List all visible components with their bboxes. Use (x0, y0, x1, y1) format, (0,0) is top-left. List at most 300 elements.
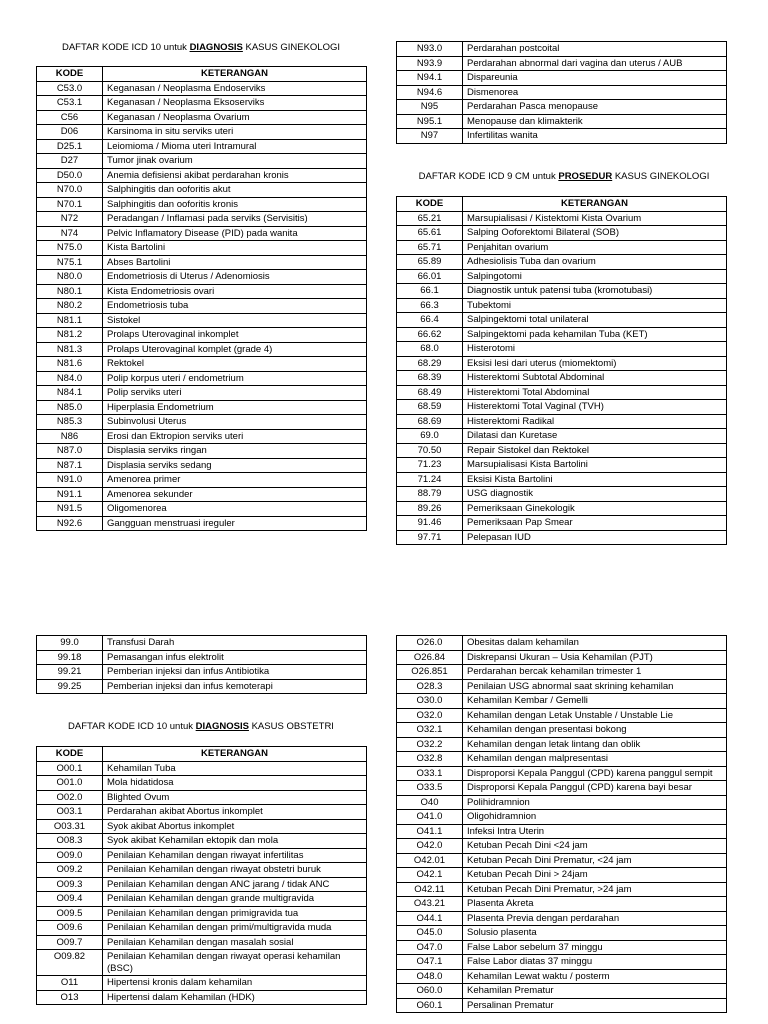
table-row (37, 790, 367, 805)
description-cell: Displasia serviks ringan (103, 444, 367, 459)
code-cell: N80.1 (37, 284, 103, 299)
table-row (37, 906, 367, 921)
code-cell: O44.1 (397, 911, 463, 926)
description-cell: False Labor sebelum 37 minggu (463, 940, 727, 955)
code-cell: 99.25 (37, 679, 103, 694)
table-row (37, 487, 367, 502)
code-cell: N95.1 (397, 114, 463, 129)
code-cell: 99.0 (37, 636, 103, 651)
heading-suffix: KASUS GINEKOLOGI (612, 171, 710, 182)
code-cell: D27 (37, 154, 103, 169)
code-cell: O09.6 (37, 921, 103, 936)
header-keterangan: KETERANGAN (103, 747, 367, 762)
description-cell: Perdarahan postcoital (463, 42, 727, 57)
code-cell: D06 (37, 125, 103, 140)
code-cell: 69.0 (397, 429, 463, 444)
code-cell: O42.0 (397, 839, 463, 854)
obstetric-diagnosis-continued-table (396, 635, 727, 1013)
code-cell: O26.84 (397, 650, 463, 665)
code-cell: 66.4 (397, 313, 463, 328)
code-cell: D25.1 (37, 139, 103, 154)
table-row (37, 921, 367, 936)
description-cell: Penilaian Kehamilan dengan grande multigravida (103, 892, 367, 907)
description-cell: Kehamilan dengan malpresentasi (463, 752, 727, 767)
code-cell: N91.0 (37, 473, 103, 488)
code-cell: O47.0 (397, 940, 463, 955)
description-cell: Infertilitas wanita (463, 129, 727, 144)
code-cell: N74 (37, 226, 103, 241)
table-row (397, 429, 727, 444)
code-cell: O32.8 (397, 752, 463, 767)
description-cell: Kehamilan Tuba (103, 761, 367, 776)
table-row (37, 371, 367, 386)
table-row (37, 848, 367, 863)
description-cell: Obesitas dalam kehamilan (463, 636, 727, 651)
gyn-procedure-heading (396, 171, 732, 183)
table-row (37, 96, 367, 111)
table-row (37, 139, 367, 154)
description-cell: Dispareunia (463, 71, 727, 86)
description-cell: Salping Ooforektomi Bilateral (SOB) (463, 226, 727, 241)
table-row (397, 129, 727, 144)
gyn-diagnosis-table (36, 66, 367, 531)
table-row (37, 226, 367, 241)
code-cell: 68.29 (397, 356, 463, 371)
description-cell: Salphingitis dan ooforitis akut (103, 183, 367, 198)
description-cell: Perdarahan bercak kehamilan trimester 1 (463, 665, 727, 680)
table-row (37, 313, 367, 328)
table-row (397, 487, 727, 502)
description-cell: Gangguan menstruasi ireguler (103, 516, 367, 531)
table-row (37, 805, 367, 820)
table-row (37, 892, 367, 907)
table-row (397, 650, 727, 665)
code-cell: N94.6 (397, 85, 463, 100)
description-cell: Leiomioma / Mioma uteri Intramural (103, 139, 367, 154)
code-cell: O01.0 (37, 776, 103, 791)
table-header-row (37, 67, 367, 82)
description-cell: Perdarahan abnormal dari vagina dan uterus / AUB (463, 56, 727, 71)
description-cell: Kehamilan Kembar / Gemelli (463, 694, 727, 709)
table-row (37, 255, 367, 270)
code-cell: O03.31 (37, 819, 103, 834)
table-row (37, 284, 367, 299)
heading-prefix: DAFTAR KODE ICD 9 CM untuk (418, 171, 559, 182)
heading-keyword: DIAGNOSIS (195, 721, 249, 732)
description-cell: Anemia defisiensi akibat perdarahan kronis (103, 168, 367, 183)
code-cell: O33.1 (397, 766, 463, 781)
description-cell: Repair Sistokel dan Rektokel (463, 443, 727, 458)
description-cell: Solusio plasenta (463, 926, 727, 941)
description-cell: Penjahitan ovarium (463, 240, 727, 255)
table-row (397, 926, 727, 941)
description-cell: Menopause dan klimakterik (463, 114, 727, 129)
code-cell: N75.1 (37, 255, 103, 270)
description-cell: Amenorea primer (103, 473, 367, 488)
code-cell: N87.0 (37, 444, 103, 459)
code-cell: 65.89 (397, 255, 463, 270)
code-cell: N93.0 (397, 42, 463, 57)
code-cell: 99.21 (37, 665, 103, 680)
table-row (37, 819, 367, 834)
description-cell: Peradangan / Inflamasi pada serviks (Servisitis) (103, 212, 367, 227)
description-cell: Penilaian USG abnormal saat skrining kehamilan (463, 679, 727, 694)
code-cell: O13 (37, 990, 103, 1005)
description-cell: Salpingektomi pada kehamilan Tuba (KET) (463, 327, 727, 342)
table-row (397, 100, 727, 115)
table-row (397, 211, 727, 226)
description-cell: Prolaps Uterovaginal inkomplet (103, 328, 367, 343)
description-cell: Subinvolusi Uterus (103, 415, 367, 430)
code-cell: 97.71 (397, 530, 463, 545)
header-kode: KODE (397, 197, 463, 212)
table-row (397, 313, 727, 328)
table-row (397, 530, 727, 545)
table-row (37, 299, 367, 314)
header-kode: KODE (37, 67, 103, 82)
description-cell: Kista Bartolini (103, 241, 367, 256)
code-cell: N93.9 (397, 56, 463, 71)
table-row (37, 429, 367, 444)
code-cell: 65.21 (397, 211, 463, 226)
code-cell: N87.1 (37, 458, 103, 473)
description-cell: Blighted Ovum (103, 790, 367, 805)
code-cell: D50.0 (37, 168, 103, 183)
description-cell: Displasia serviks sedang (103, 458, 367, 473)
description-cell: Keganasan / Neoplasma Ovarium (103, 110, 367, 125)
code-cell: 68.39 (397, 371, 463, 386)
heading-suffix: KASUS OBSTETRI (248, 721, 334, 732)
description-cell: Keganasan / Neoplasma Endoserviks (103, 81, 367, 96)
code-cell: N72 (37, 212, 103, 227)
table-row (397, 269, 727, 284)
table-row (397, 665, 727, 680)
description-cell: Salphingitis dan ooforitis kronis (103, 197, 367, 212)
table-row (397, 810, 727, 825)
table-row (37, 650, 367, 665)
description-cell: Ketuban Pecah Dini Prematur, <24 jam (463, 853, 727, 868)
description-cell: Perdarahan Pasca menopause (463, 100, 727, 115)
code-cell: 66.3 (397, 298, 463, 313)
description-cell: Penilaian Kehamilan dengan riwayat operasi kehamilan (BSC) (103, 950, 367, 976)
table-header-row (37, 747, 367, 762)
table-row (37, 877, 367, 892)
description-cell: Pelepasan IUD (463, 530, 727, 545)
code-cell: 68.69 (397, 414, 463, 429)
table-row (397, 516, 727, 531)
heading-keyword: DIAGNOSIS (189, 42, 243, 53)
description-cell: Amenorea sekunder (103, 487, 367, 502)
table-row (37, 415, 367, 430)
table-row (397, 911, 727, 926)
description-cell: Oligohidramnion (463, 810, 727, 825)
table-row (397, 679, 727, 694)
table-row (397, 897, 727, 912)
code-cell: O03.1 (37, 805, 103, 820)
description-cell: Salpingotomi (463, 269, 727, 284)
code-cell: O09.7 (37, 935, 103, 950)
code-cell: O02.0 (37, 790, 103, 805)
code-cell: 68.0 (397, 342, 463, 357)
table-row (397, 998, 727, 1013)
description-cell: Prolaps Uterovaginal komplet (grade 4) (103, 342, 367, 357)
heading-keyword: PROSEDUR (558, 171, 613, 182)
table-row (397, 752, 727, 767)
code-cell: O41.1 (397, 824, 463, 839)
table-row (397, 458, 727, 473)
description-cell: Persalinan Prematur (463, 998, 727, 1013)
description-cell: Polip korpus uteri / endometrium (103, 371, 367, 386)
description-cell: Kehamilan dengan Letak Unstable / Unstable Lie (463, 708, 727, 723)
description-cell: Histerektomi Subtotal Abdominal (463, 371, 727, 386)
code-cell: O60.0 (397, 984, 463, 999)
description-cell: Histerektomi Total Vaginal (TVH) (463, 400, 727, 415)
code-cell: C53.1 (37, 96, 103, 111)
description-cell: Syok akibat Abortus inkomplet (103, 819, 367, 834)
table-row (37, 197, 367, 212)
table-row (37, 950, 367, 976)
table-row (397, 240, 727, 255)
table-row (397, 723, 727, 738)
code-cell: O43.21 (397, 897, 463, 912)
description-cell: Kehamilan dengan letak lintang dan oblik (463, 737, 727, 752)
description-cell: Dilatasi dan Kuretase (463, 429, 727, 444)
table-row (397, 443, 727, 458)
table-row (37, 81, 367, 96)
code-cell: N80.0 (37, 270, 103, 285)
table-row (37, 863, 367, 878)
table-row (397, 781, 727, 796)
code-cell: O32.0 (397, 708, 463, 723)
description-cell: Disproporsi Kepala Panggul (CPD) karena panggul sempit (463, 766, 727, 781)
description-cell: Hiperplasia Endometrium (103, 400, 367, 415)
description-cell: Marsupialisasi Kista Bartolini (463, 458, 727, 473)
code-cell: O26.0 (397, 636, 463, 651)
table-row (37, 357, 367, 372)
table-row (397, 342, 727, 357)
heading-prefix: DAFTAR KODE ICD 10 untuk (68, 721, 196, 732)
table-row (37, 761, 367, 776)
table-row (37, 183, 367, 198)
code-cell: O60.1 (397, 998, 463, 1013)
code-cell: O32.2 (397, 737, 463, 752)
code-cell: C53.0 (37, 81, 103, 96)
table-row (397, 226, 727, 241)
table-row (37, 110, 367, 125)
table-row (397, 42, 727, 57)
heading-prefix: DAFTAR KODE ICD 10 untuk (61, 42, 190, 53)
description-cell: Syok akibat Kehamilan ektopik dan mola (103, 834, 367, 849)
table-row (37, 125, 367, 140)
code-cell: O09.5 (37, 906, 103, 921)
description-cell: Endometriosis di Uterus / Adenomiosis (103, 270, 367, 285)
table-row (397, 472, 727, 487)
code-cell: O11 (37, 976, 103, 991)
description-cell: Histerektomi Radikal (463, 414, 727, 429)
description-cell: Kehamilan dengan presentasi bokong (463, 723, 727, 738)
table-row (397, 708, 727, 723)
code-cell: N95 (397, 100, 463, 115)
code-cell: N81.3 (37, 342, 103, 357)
description-cell: Ketuban Pecah Dini Prematur, >24 jam (463, 882, 727, 897)
code-cell: O09.2 (37, 863, 103, 878)
code-cell: N70.1 (37, 197, 103, 212)
description-cell: Penilaian Kehamilan dengan masalah sosial (103, 935, 367, 950)
code-cell: N85.3 (37, 415, 103, 430)
code-cell: O09.4 (37, 892, 103, 907)
code-cell: 66.1 (397, 284, 463, 299)
description-cell: Dismenorea (463, 85, 727, 100)
table-row (397, 71, 727, 86)
description-cell: Pemberian injeksi dan infus Antibiotika (103, 665, 367, 680)
code-cell: N94.1 (397, 71, 463, 86)
description-cell: Pemasangan infus elektrolit (103, 650, 367, 665)
description-cell: Pemeriksaan Pap Smear (463, 516, 727, 531)
description-cell: USG diagnostik (463, 487, 727, 502)
table-row (37, 241, 367, 256)
table-row (37, 328, 367, 343)
table-row (397, 766, 727, 781)
description-cell: Sistokel (103, 313, 367, 328)
table-row (37, 516, 367, 531)
code-cell: O00.1 (37, 761, 103, 776)
table-row (397, 356, 727, 371)
description-cell: Tumor jinak ovarium (103, 154, 367, 169)
code-cell: 70.50 (397, 443, 463, 458)
description-cell: Erosi dan Ektropion serviks uteri (103, 429, 367, 444)
gyn-diagnosis-continued-table (396, 41, 727, 144)
code-cell: N91.5 (37, 502, 103, 517)
description-cell: Penilaian Kehamilan dengan primi/multigravida muda (103, 921, 367, 936)
description-cell: Polihidramnion (463, 795, 727, 810)
code-cell: O42.11 (397, 882, 463, 897)
table-row (397, 882, 727, 897)
code-cell: N81.2 (37, 328, 103, 343)
table-row (397, 694, 727, 709)
code-cell: N91.1 (37, 487, 103, 502)
header-kode: KODE (37, 747, 103, 762)
table-row (37, 444, 367, 459)
table-row (397, 824, 727, 839)
table-row (37, 342, 367, 357)
code-cell: 66.62 (397, 327, 463, 342)
table-row (37, 270, 367, 285)
description-cell: Rektokel (103, 357, 367, 372)
obstetric-diagnosis-table (36, 746, 367, 1005)
description-cell: Eksisi Kista Bartolini (463, 472, 727, 487)
description-cell: Adhesiolisis Tuba dan ovarium (463, 255, 727, 270)
code-cell: O42.01 (397, 853, 463, 868)
code-cell: N92.6 (37, 516, 103, 531)
table-row (397, 255, 727, 270)
description-cell: Penilaian Kehamilan dengan riwayat obstetri buruk (103, 863, 367, 878)
description-cell: Kista Endometriosis ovari (103, 284, 367, 299)
table-row (397, 636, 727, 651)
table-row (397, 284, 727, 299)
description-cell: Polip serviks uteri (103, 386, 367, 401)
table-row (37, 935, 367, 950)
code-cell: O30.0 (397, 694, 463, 709)
description-cell: Karsinoma in situ serviks uteri (103, 125, 367, 140)
description-cell: Ketuban Pecah Dini > 24jam (463, 868, 727, 883)
description-cell: Pemberian injeksi dan infus kemoterapi (103, 679, 367, 694)
code-cell: 91.46 (397, 516, 463, 531)
table-row (397, 955, 727, 970)
heading-suffix: KASUS GINEKOLOGI (242, 42, 341, 53)
table-row (397, 327, 727, 342)
code-cell: N86 (37, 429, 103, 444)
table-row (397, 114, 727, 129)
table-row (397, 940, 727, 955)
table-row (37, 776, 367, 791)
description-cell: Penilaian Kehamilan dengan primigravida tua (103, 906, 367, 921)
table-row (37, 400, 367, 415)
description-cell: Kehamilan Prematur (463, 984, 727, 999)
table-row (397, 371, 727, 386)
code-cell: O45.0 (397, 926, 463, 941)
description-cell: Endometriosis tuba (103, 299, 367, 314)
code-cell: 68.49 (397, 385, 463, 400)
table-row (397, 868, 727, 883)
description-cell: Infeksi Intra Uterin (463, 824, 727, 839)
code-cell: O32.1 (397, 723, 463, 738)
table-row (397, 737, 727, 752)
table-row (37, 976, 367, 991)
description-cell: Disproporsi Kepala Panggul (CPD) karena bayi besar (463, 781, 727, 796)
table-row (397, 839, 727, 854)
code-cell: O08.3 (37, 834, 103, 849)
description-cell: Penilaian Kehamilan dengan riwayat infertilitas (103, 848, 367, 863)
table-row (397, 400, 727, 415)
table-row (37, 473, 367, 488)
table-row (37, 679, 367, 694)
code-cell: 99.18 (37, 650, 103, 665)
table-row (37, 834, 367, 849)
code-cell: 66.01 (397, 269, 463, 284)
code-cell: N84.1 (37, 386, 103, 401)
code-cell: O41.0 (397, 810, 463, 825)
gyn-procedure-table (396, 196, 727, 545)
description-cell: Plasenta Akreta (463, 897, 727, 912)
description-cell: Pemeriksaan Ginekologik (463, 501, 727, 516)
table-row (37, 154, 367, 169)
table-row (37, 386, 367, 401)
table-row (397, 501, 727, 516)
table-row (397, 85, 727, 100)
code-cell: O28.3 (397, 679, 463, 694)
table-row (37, 502, 367, 517)
table-row (397, 385, 727, 400)
table-row (37, 458, 367, 473)
code-cell: O48.0 (397, 969, 463, 984)
description-cell: Oligomenorea (103, 502, 367, 517)
code-cell: O42.1 (397, 868, 463, 883)
code-cell: 65.71 (397, 240, 463, 255)
header-keterangan: KETERANGAN (463, 197, 727, 212)
description-cell: Plasenta Previa dengan perdarahan (463, 911, 727, 926)
table-row (397, 414, 727, 429)
description-cell: Hipertensi dalam Kehamilan (HDK) (103, 990, 367, 1005)
table-row (397, 853, 727, 868)
description-cell: Transfusi Darah (103, 636, 367, 651)
table-row (397, 984, 727, 999)
code-cell: N75.0 (37, 241, 103, 256)
table-row (37, 212, 367, 227)
description-cell: Tubektomi (463, 298, 727, 313)
code-cell: O09.82 (37, 950, 103, 976)
code-cell: 71.23 (397, 458, 463, 473)
code-cell: N81.1 (37, 313, 103, 328)
